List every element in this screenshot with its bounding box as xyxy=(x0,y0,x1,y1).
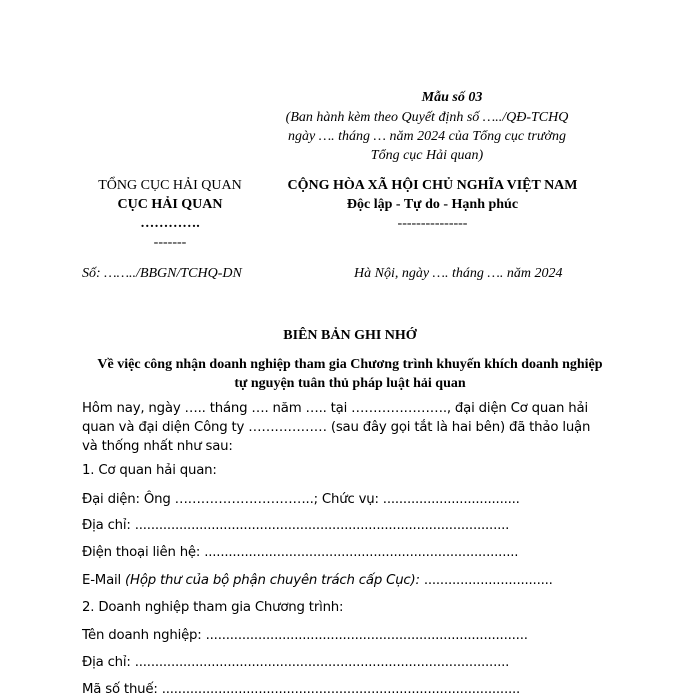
issuance-line: Tổng cục Hải quan) xyxy=(370,148,484,163)
national-header xyxy=(280,176,585,233)
section2-heading: 2. Doanh nghiệp tham gia Chương trình: xyxy=(82,600,344,615)
parent-agency: TỔNG CỤC HẢI QUAN xyxy=(98,178,242,193)
email-dots: ................................ xyxy=(419,573,553,588)
intro-paragraph xyxy=(82,399,602,456)
customs-address-line: Địa chỉ: ............................................................................................. xyxy=(82,518,510,533)
document-title: BIÊN BẢN GHI NHỚ xyxy=(283,328,417,343)
customs-representative-line: Đại diện: Ông …………………………..; Chức vụ: .................................. xyxy=(82,492,520,507)
tax-code-line: Mã số thuế: ......................................................................................... xyxy=(82,682,521,697)
agency-name: CỤC HẢI QUAN xyxy=(117,197,223,212)
issuance-line: (Ban hành kèm theo Quyết định số …../QĐ-TCHQ xyxy=(285,110,569,125)
email-label: E-Mail xyxy=(82,573,126,588)
customs-email-line xyxy=(82,573,553,588)
intro-text: Hôm nay, ngày ….. tháng …. năm ….. tại …………………., đại diện Cơ quan hải quan và đại diện Công ty ……………… (sau đây gọi tắt là hai bên) đã thảo luận và thống nhất như sau: xyxy=(82,401,591,454)
issuance-note xyxy=(272,108,582,165)
agency-divider: ------- xyxy=(153,235,187,250)
national-motto: Độc lập - Tự do - Hạnh phúc xyxy=(346,197,519,212)
document-subject: Về việc công nhận doanh nghiệp tham gia Chương trình khuyến khích doanh nghiệp tự nguyện tuân thủ pháp luật hải quan xyxy=(97,357,603,391)
national-divider: --------------- xyxy=(397,216,468,231)
email-note: (Hộp thư của bộ phận chuyên trách cấp Cục): xyxy=(125,573,420,588)
national-title: CỘNG HÒA XÃ HỘI CHỦ NGHĨA VIỆT NAM xyxy=(287,178,578,193)
customs-phone-line: Điện thoại liên hệ: .............................................................................. xyxy=(82,545,519,560)
agency-header xyxy=(80,176,260,252)
issuance-line: ngày …. tháng … năm 2024 của Tổng cục trưởng xyxy=(288,129,566,144)
form-code: Mẫu số 03 xyxy=(421,90,483,105)
document-number: Số: ……../BBGN/TCHQ-DN xyxy=(82,266,242,281)
section1-heading: 1. Cơ quan hải quan: xyxy=(82,463,217,478)
company-name-line: Tên doanh nghiệp: ................................................................................ xyxy=(82,628,528,643)
place-date: Hà Nội, ngày …. tháng …. năm 2024 xyxy=(354,266,563,281)
agency-placeholder: …………. xyxy=(140,216,200,231)
company-address-line: Địa chỉ: ............................................................................................. xyxy=(82,655,510,670)
